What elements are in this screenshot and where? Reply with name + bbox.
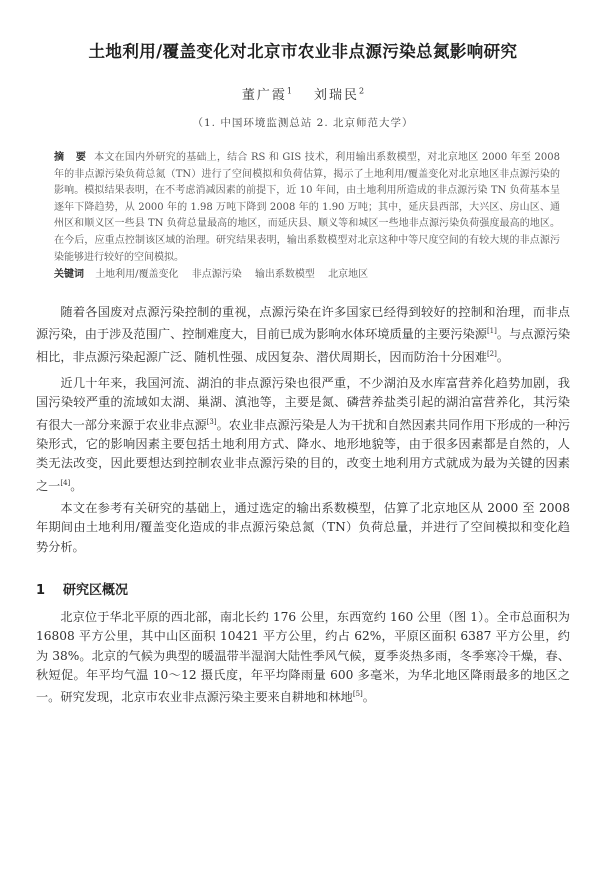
keyword: 北京地区	[328, 269, 369, 281]
author-line	[36, 84, 570, 103]
paper-title: 土地利用/覆盖变化对北京市农业非点源污染总氮影响研究	[88, 42, 518, 61]
section-heading	[36, 579, 570, 598]
keyword: 非点源污染	[191, 269, 242, 281]
citation: [5]	[352, 690, 363, 699]
section-number: 1	[36, 582, 46, 598]
body-paragraph: 北京位于华北平原的西北部，南北长约 176 公里，东西宽约 160 公里（图 1）。全市总面积为 16808 平方公里，其中山区面积 10421 平方公里，约占 62%，平原区面积 6387 平方公里，约为 38%。北京的气候为典型的暖温带半湿润大陆性季风气候，夏季炎热多雨，冬季寒冷干燥，春、秋短促。年平均气温 10～12 摄氏度，年平均降雨量 600 多毫米，为华北地区降雨最多的地区之一。研究发现，北京市农业非点源污染主要来自耕地和林地[5]。	[36, 609, 570, 705]
author-name: 董广霞	[241, 88, 287, 103]
abstract-text: 本文在国内外研究的基础上，结合 RS 和 GIS 技术，利用输出系数模型，对北京地区 2000 年至 2008 年的非点源污染负荷总氮（TN）进行了空间模拟和负荷估算，揭示了土地利用/覆盖变化对北京地区非点源污染的影响。模拟结果表明，在不考虑消减因素的前提下，近 10 年间，由土地利用所造成的非点源污染 TN 负荷基本呈逐年下降趋势，从 2000 年的 1.98 万吨下降到 2008 年的 1.90 万吨；其中，延庆县西部，大兴区、房山区、通州区和顺义区一些县 TN 负荷总量最高的地区，而延庆县、顺义等和城区一些地非点源污染负荷强度最高的地区。在今后，应重点控制该区域的治理。研究结果表明，输出系数模型对北京这种中等尺度空间的有较大规的非点源污染能够进行较好的空间模拟。	[54, 152, 560, 263]
keywords-label: 关键词	[54, 269, 84, 281]
citation: [4]	[60, 478, 71, 487]
keyword: 输出系数模型	[254, 269, 315, 281]
body-paragraph: 本文在参考有关研究的基础上，通过选定的输出系数模型，估算了北京地区从 2000 至 2008 年期间由土地利用/覆盖变化造成的非点源污染总氮（TN）负荷总量，并进行了空间模拟和变化趋势分析。	[36, 501, 570, 554]
author-name: 刘瑞民	[314, 88, 360, 103]
keywords	[54, 267, 560, 283]
affiliations: （1. 中国环境监测总站 2. 北京师范大学）	[192, 117, 414, 129]
section-title: 研究区概况	[63, 582, 129, 598]
citation: [1]	[486, 327, 497, 336]
keyword: 土地利用/覆盖变化	[95, 269, 179, 281]
citation: [3]	[206, 417, 217, 426]
body-paragraph: 随着各国废对点源污染控制的重视，点源污染在许多国家已经得到较好的控制和治理，而非点源污染，由于涉及范围广、控制难度大，目前已成为影响水体环境质量的主要污染源[1]。与点源污染相比，非点源污染起源广泛、随机性强、成因复杂、潜伏周期长，因而防治十分困难[2]。	[36, 305, 571, 364]
body-paragraph: 近几十年来，我国河流、湖泊的非点源污染也很严重，不少湖泊及水库富营养化趋势加剧，我国污染较严重的流域如太湖、巢湖、滇池等，主要是氮、磷营养盐类引起的湖泊富营养化，其污染有很大一部分来源于农业非点源[3]。农业非点源污染是人为干扰和自然因素共同作用下形成的一种污染形式，它的影响因素主要包括土地利用方式、降水、地形地貌等，由于很多因素都是自然的，人类无法改变，因此要想达到控制农业非点源污染的目的，改变土地利用方式就成为最为关键的因素之一[4]。	[36, 376, 571, 493]
author-affiliation-marker: 1	[286, 86, 292, 96]
abstract	[54, 150, 560, 266]
author-affiliation-marker: 2	[359, 86, 365, 96]
paper-page	[0, 38, 600, 874]
abstract-label: 摘 要	[54, 152, 91, 163]
citation: [2]	[486, 349, 497, 358]
